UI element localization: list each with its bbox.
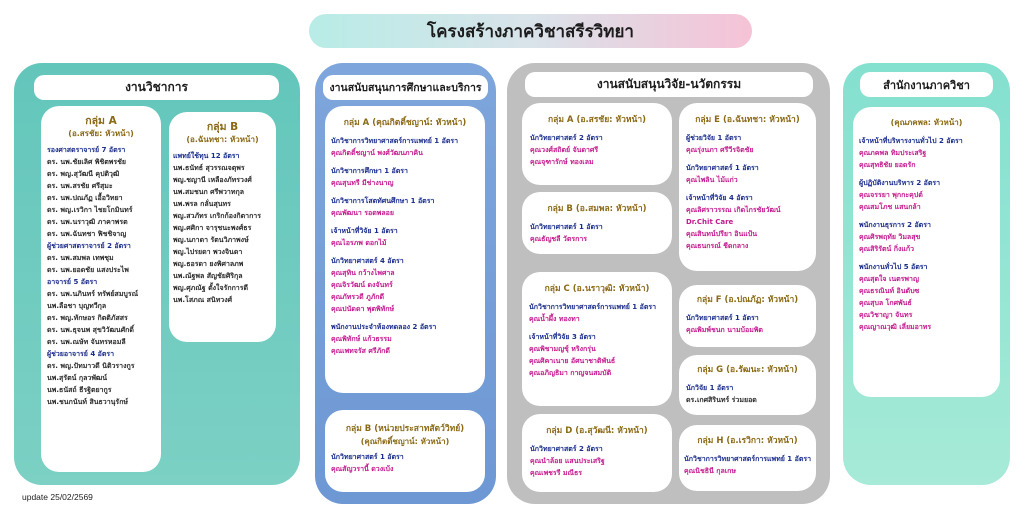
member-name: ดร. พญ.เรวิกา ไชยโกมินทร์ bbox=[47, 206, 133, 214]
member-name: พญ.นภาดา รัตนวิภาพงษ์ bbox=[173, 236, 249, 244]
member-name: คุณสินทน์ปรียา อินแป้น bbox=[686, 230, 758, 238]
member-name: คุณสุบล โกศพันธ์ bbox=[859, 299, 912, 307]
member-name: พญ.ไปรยดา พวงจินดา bbox=[173, 248, 243, 256]
member-name: คุณเพชรรี มณีธร bbox=[530, 469, 583, 477]
role-label: นักวิชาการวิทยาศาสตร์การแพทย์ 1 อัตรา bbox=[684, 455, 812, 463]
member-name: พญ.ศุภณัฐ ตั้งใจรักการดี bbox=[173, 284, 249, 292]
member-name: ดร. นพ.นราวุฒิ ภาคาพรต bbox=[47, 218, 128, 226]
research-group-d-card bbox=[522, 414, 672, 492]
member-name: นพ.ชนกนันท์ สินธวานุรักษ์ bbox=[47, 398, 129, 406]
office-column bbox=[843, 63, 1010, 485]
group-title: กลุ่ม A bbox=[85, 115, 117, 127]
member-name: คุณจรรยา พุกกะคุปต์ bbox=[859, 191, 923, 199]
academic-group-b-card bbox=[169, 112, 276, 342]
office-header: สำนักงานภาควิชา bbox=[860, 72, 993, 97]
role-label: เจ้าหน้าที่บริหารงานทั่วไป 2 อัตรา bbox=[859, 137, 963, 145]
member-name: ดร.เกศสิรินทร์ ร่วมยอด bbox=[686, 396, 757, 404]
role-label: ผู้ช่วยวิจัย 1 อัตรา bbox=[686, 134, 742, 142]
page-title: โครงสร้างภาควิชาสรีรวิทยา bbox=[309, 14, 752, 48]
group-head: (คุณกิตติ์ชญาน์: หัวหน้า) bbox=[360, 437, 450, 446]
member-name: คุณวิชาญา จันทร bbox=[859, 311, 913, 319]
role-label: นักวิทยาศาสตร์ 2 อัตรา bbox=[530, 134, 603, 142]
member-name: นพ.ธนัสถ์ ธีรฐิตยากูร bbox=[47, 386, 112, 394]
member-name: คุณพัฒนา รอดพลอย bbox=[331, 209, 394, 217]
role-label: ผู้ช่วยศาสตราจารย์ 2 อัตรา bbox=[47, 242, 131, 250]
group-title: กลุ่ม E (อ.ฉันทชา: หัวหน้า) bbox=[695, 115, 800, 125]
member-name: คุณรุ่งนภา ศรีวีรจิตชัย bbox=[686, 146, 754, 154]
member-name: คุณนำล้อย แสนประเสริฐ bbox=[530, 457, 605, 465]
member-name: ดร. นพ.ฉันทชา ฟิชชิจาญ bbox=[47, 230, 127, 238]
role-label: เจ้าหน้าที่วิจัย 1 อัตรา bbox=[331, 227, 398, 235]
member-name: ดร. นพ.สรชัย ศรีสุมะ bbox=[47, 182, 113, 190]
role-label: นักวิทยาศาสตร์ 1 อัตรา bbox=[686, 164, 759, 172]
role-label: ผู้ช่วยอาจารย์ 4 อัตรา bbox=[47, 350, 115, 358]
group-title: กลุ่ม B (หน่วยประสาทสัตว์วิทย์) bbox=[345, 424, 465, 434]
group-title: กลุ่ม A (อ.สรชัย: หัวหน้า) bbox=[548, 115, 646, 125]
member-list bbox=[684, 453, 811, 477]
role-label: ผู้ปฏิบัติงานบริหาร 2 อัตรา bbox=[859, 179, 941, 187]
member-name: ดร. นพ.ธุจนพ สุขวิวัฒนศักดิ์ bbox=[47, 326, 134, 334]
member-name: ดร. พญ.สุวัฒนี คุปติวุฒิ bbox=[47, 170, 120, 178]
role-label: รองศาสตราจารย์ 7 อัตรา bbox=[47, 146, 126, 154]
education-group-b-card bbox=[325, 410, 485, 492]
member-name: นพ.สมชนก ศรีพวาทกุล bbox=[173, 188, 244, 196]
member-name: ดร. นพ.ยอดชัย แสงประไพ bbox=[47, 266, 129, 274]
role-label: นักวิชาการวิทยาศาสตร์การแพทย์ 1 อัตรา bbox=[529, 303, 657, 311]
member-list bbox=[686, 132, 809, 252]
role-label: แพทย์ใช้ทุน 12 อัตรา bbox=[173, 152, 240, 160]
member-name: คุณศิรพฤทัย วิมลสุข bbox=[859, 233, 921, 241]
group-title: กลุ่ม D (อ.สุวัฒนี: หัวหน้า) bbox=[546, 426, 648, 436]
role-label: นักวิชาการโสตทัศนศึกษา 1 อัตรา bbox=[331, 197, 435, 205]
role-label: นักวิทยาศาสตร์ 4 อัตรา bbox=[331, 257, 404, 265]
academic-column bbox=[14, 63, 300, 485]
role-label: นักวิชาการวิทยาศาสตร์การแพทย์ 1 อัตรา bbox=[331, 137, 459, 145]
group-title: กลุ่ม B (อ.สมพล: หัวหน้า) bbox=[547, 204, 647, 214]
member-list bbox=[173, 150, 272, 306]
member-name: คุณสุทิน กว้างไพศาล bbox=[331, 269, 395, 277]
member-name: คุณสัญวรานี้ ดวงเบ้ง bbox=[331, 465, 394, 473]
research-group-h-card bbox=[679, 425, 816, 491]
academic-header: งานวิชาการ bbox=[34, 75, 279, 100]
group-title: กลุ่ม C (อ.นราวุฒิ: หัวหน้า) bbox=[544, 284, 650, 294]
member-list bbox=[859, 135, 994, 333]
academic-group-a-card bbox=[41, 106, 161, 472]
member-name: พญ.ชญานี เหลืองภัทรวงศ์ bbox=[173, 176, 252, 184]
research-group-e-card bbox=[679, 103, 816, 271]
member-name: คุณธนกรณ์ ชีดกลาง bbox=[686, 242, 749, 250]
member-name: คุณสุทธิชัย ยอดรัก bbox=[859, 161, 916, 169]
member-name: คุณภัทรวดี ภูภักดี bbox=[331, 293, 385, 301]
member-name: คุณกิตติ์ชญาน์ พงศ์วัฒนภาคิน bbox=[331, 149, 423, 157]
member-name: ดร. นพ.ชัยเลิศ พิชิตพรชัย bbox=[47, 158, 127, 166]
member-name: คุณวงศ์สถิตย์ จันดาศรี bbox=[530, 146, 599, 154]
member-name: คุณศิคาเนาย อัศนาชาติพันธ์ bbox=[529, 357, 616, 365]
member-list bbox=[530, 443, 664, 479]
role-label: พนักงานทั่วไป 5 อัตรา bbox=[859, 263, 928, 271]
member-name: คุณพิชามญช์ุ หริงกรุ่น bbox=[529, 345, 596, 353]
member-name: คุณเพทจรัส ศรีภักดี bbox=[331, 347, 390, 355]
member-name: คุณสิริรัตน์ กิ่งแก้ว bbox=[859, 245, 915, 253]
member-name: คุณปนัดดา พุตพิทักษ์ bbox=[331, 305, 395, 313]
member-list bbox=[530, 132, 664, 168]
member-list bbox=[47, 144, 155, 408]
member-name: นพ.ณัฐพล สัญชัยศิริกุล bbox=[173, 272, 243, 280]
member-list bbox=[529, 301, 665, 379]
group-title: กลุ่ม A (คุณกิตติ์ชญาน์: หัวหน้า) bbox=[343, 118, 467, 128]
research-group-f-card bbox=[679, 285, 816, 347]
research-group-g-card bbox=[679, 355, 816, 415]
group-head: (คุณภคพล: หัวหน้า) bbox=[890, 118, 963, 127]
member-list bbox=[331, 451, 479, 475]
group-title: กลุ่ม G (อ.รัฒนะ: หัวหน้า) bbox=[697, 365, 798, 375]
member-name: คุณสุนทรี มีช่างนาญ bbox=[331, 179, 394, 187]
role-label: อาจารย์ 5 อัตรา bbox=[47, 278, 98, 286]
member-name: คุณจุฑารักษ์ ทองเลม bbox=[530, 158, 594, 166]
research-column bbox=[507, 63, 830, 504]
member-name: คุณอภิญธิมา กาญจนสมบัติ bbox=[529, 369, 612, 377]
group-head: (อ.สรชัย: หัวหน้า) bbox=[68, 129, 134, 138]
role-label: นักวิทยาศาสตร์ 2 อัตรา bbox=[530, 445, 603, 453]
member-name: ดร. นพ.ปณภัฏ เอื้อวิทยา bbox=[47, 194, 123, 202]
group-head: (อ.ฉันทชา: หัวหน้า) bbox=[186, 135, 259, 144]
education-group-a-card bbox=[325, 106, 485, 393]
research-group-a-card bbox=[522, 103, 672, 185]
member-name: คุณภคพล ทิมประเสริฐ bbox=[859, 149, 927, 157]
member-name: พญ.ธอรดา ยงพิศาลภพ bbox=[173, 260, 244, 268]
member-name: คุณสมโภช แสนกล้า bbox=[859, 203, 921, 211]
research-group-c-card bbox=[522, 272, 672, 406]
member-list bbox=[530, 221, 664, 245]
education-header: งานสนับสนุนการศึกษาและบริการ bbox=[323, 75, 488, 100]
role-label: นักวิทยาศาสตร์ 1 อัตรา bbox=[686, 314, 759, 322]
member-name: คุณธรณินท์ อินตับซ bbox=[859, 287, 920, 295]
member-list bbox=[686, 312, 809, 336]
member-name: นพ.พรล กลั่นสุนทร bbox=[173, 200, 231, 208]
member-name: พญ.สวภัทร เกริกก้องกิตาการ bbox=[173, 212, 261, 220]
member-name: คุณนิชธินี กุลเกษ bbox=[684, 467, 736, 475]
role-label: เจ้าหน้าที่วิจัย 3 อัตรา bbox=[529, 333, 596, 341]
role-label: นักวิชาการศึกษา 1 อัตรา bbox=[331, 167, 408, 175]
education-column bbox=[315, 63, 496, 504]
member-name: คุณพิมพ์ชนก นามบ้อมพิต bbox=[686, 326, 763, 334]
member-name: คุณลิศราวรรณ เกิดไกรชัยวัฒน์ bbox=[686, 206, 781, 214]
office-card bbox=[853, 107, 1000, 397]
member-name: Dr.Chit Care bbox=[686, 218, 734, 226]
member-name: คุณญาณวุฒิ เลี่ยมอาทร bbox=[859, 323, 932, 331]
member-name: คุณสุดใจ เนตรพาญ bbox=[859, 275, 919, 283]
role-label: นักวิทยาศาสตร์ 1 อัตรา bbox=[331, 453, 404, 461]
role-label: นักวิทยาศาสตร์ 1 อัตรา bbox=[530, 223, 603, 231]
member-name: คุณน้ำผึ้ง ทองทา bbox=[529, 315, 580, 323]
member-name: คุณจิรวัฒน์ ดงจันทร์ bbox=[331, 281, 393, 289]
role-label: พนักงานธุรการ 2 อัตรา bbox=[859, 221, 931, 229]
update-date: update 25/02/2569 bbox=[22, 492, 93, 502]
member-list bbox=[686, 382, 809, 406]
member-name: ดร. พญ.ทักษอร กิตติภัสสร bbox=[47, 314, 128, 322]
member-name: คุณพิทักษ์ แก้วธรรม bbox=[331, 335, 392, 343]
group-title: กลุ่ม H (อ.เรวิกา: หัวหน้า) bbox=[697, 436, 798, 446]
member-name: พญ.ศศิกา จารุชนะพงศ์ธร bbox=[173, 224, 252, 232]
member-name: นพ.ลือชา บุญทวีกุล bbox=[47, 302, 107, 310]
role-label: พนักงานประจำห้องทดลอง 2 อัตรา bbox=[331, 323, 437, 331]
member-name: นพ.ธนัทธ์ สุวรรณจตุพร bbox=[173, 164, 245, 172]
role-label: เจ้าหน้าที่วิจัย 4 อัตรา bbox=[686, 194, 753, 202]
research-header: งานสนับสนุนวิจัย-นวัตกรรม bbox=[525, 72, 813, 97]
member-name: ดร. นพ.ณษัท จันทรหอมลี bbox=[47, 338, 126, 346]
member-list bbox=[331, 135, 479, 357]
member-name: คุณไพลิน ไม้แก่ว bbox=[686, 176, 738, 184]
group-title: กลุ่ม F (อ.ปณภัฏ: หัวหน้า) bbox=[696, 295, 799, 305]
member-name: ดร. นพ.นภินทร์ ทรัพย์สมบูรณ์ bbox=[47, 290, 139, 298]
member-name: นพ.โสภณ สนิทวงศ์ bbox=[173, 296, 233, 304]
member-name: คุณธัญชลี วัตรการ bbox=[530, 235, 588, 243]
member-name: ดร. พญ.ปัทมาวดี นิติวรางกูร bbox=[47, 362, 135, 370]
role-label: นักวิจัย 1 อัตรา bbox=[686, 384, 734, 392]
member-name: ดร. นพ.สมพล เทพชุม bbox=[47, 254, 114, 262]
member-name: นพ.สุรัตน์ กุลวพัฒน์ bbox=[47, 374, 108, 382]
member-name: คุณไอรภพ ดอกไม้ bbox=[331, 239, 387, 247]
research-group-b-card bbox=[522, 192, 672, 254]
group-title: กลุ่ม B bbox=[206, 121, 239, 133]
